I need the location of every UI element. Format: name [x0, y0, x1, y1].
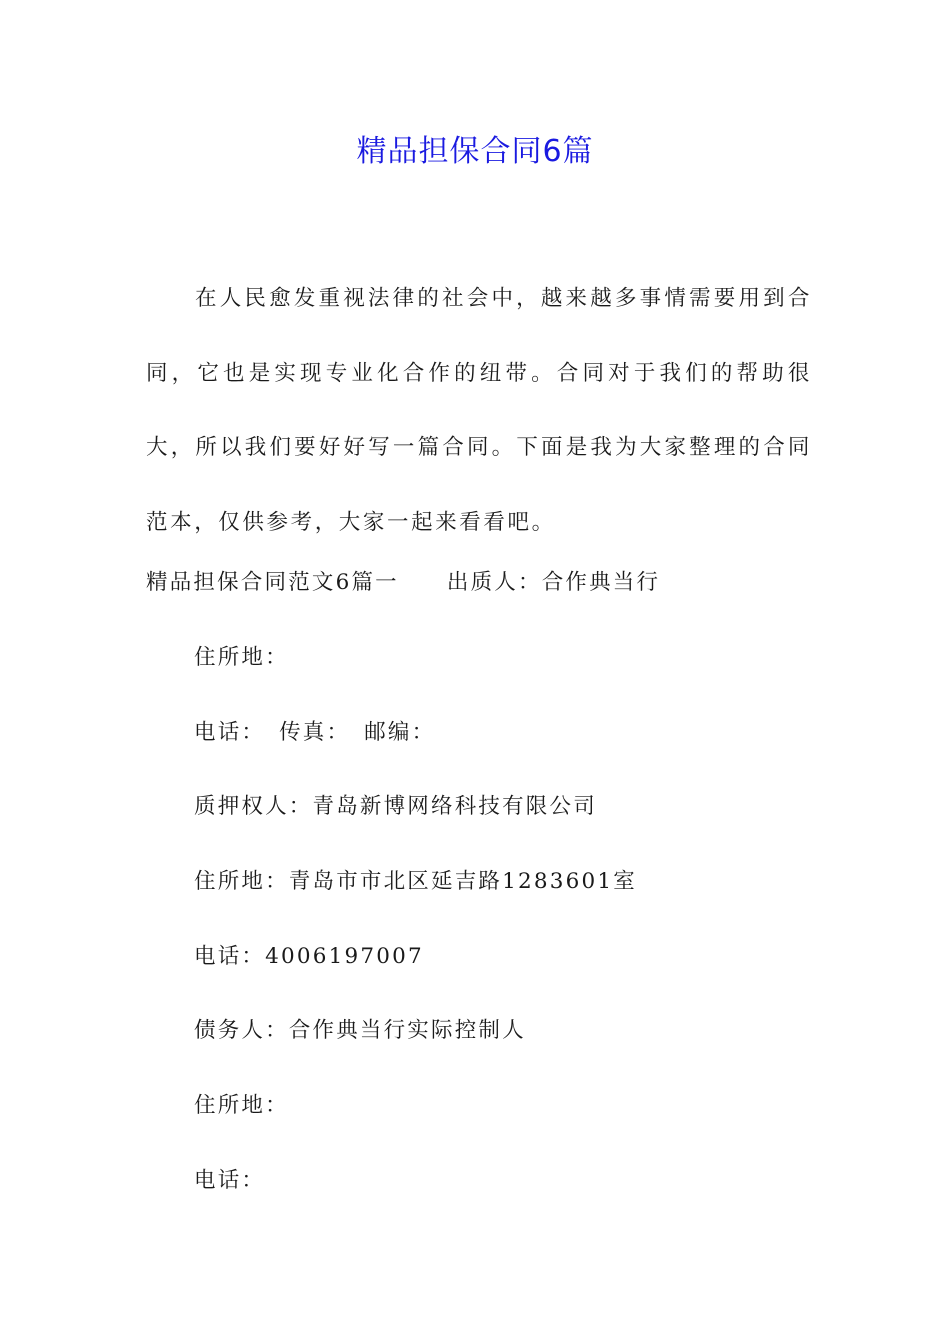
pledgee-line: 质押权人：青岛新博网络科技有限公司 — [194, 794, 597, 819]
pledgor-phone: 电话： — [194, 720, 266, 745]
pledgor-address: 住所地： — [194, 645, 289, 670]
pledgor-postcode: 邮编： — [364, 720, 436, 745]
pledgee-phone: 电话：4006197007 — [194, 944, 424, 969]
debtor-address: 住所地： — [194, 1093, 289, 1118]
pledgor-contact-line — [194, 718, 435, 748]
section-heading: 精品担保合同范文6篇一 — [146, 570, 399, 595]
pledgor-fax: 传真： — [279, 720, 351, 745]
debtor-phone: 电话： — [194, 1168, 266, 1193]
intro-paragraph: 在人民愈发重视法律的社会中，越来越多事情需要用到合同，它也是实现专业化合作的纽带。合同对于我们的帮助很大，所以我们要好好写一篇合同。下面是我为大家整理的合同范本，仅供参考，大家一起来看看吧。 — [146, 286, 812, 535]
section-heading-line — [146, 568, 660, 598]
pledgee-address: 住所地：青岛市市北区延吉路1283601室 — [194, 869, 637, 894]
pledgor-line: 出质人：合作典当行 — [446, 570, 661, 595]
debtor-line: 债务人：合作典当行实际控制人 — [194, 1018, 526, 1043]
document-title: 精品担保合同6篇 — [356, 134, 594, 169]
